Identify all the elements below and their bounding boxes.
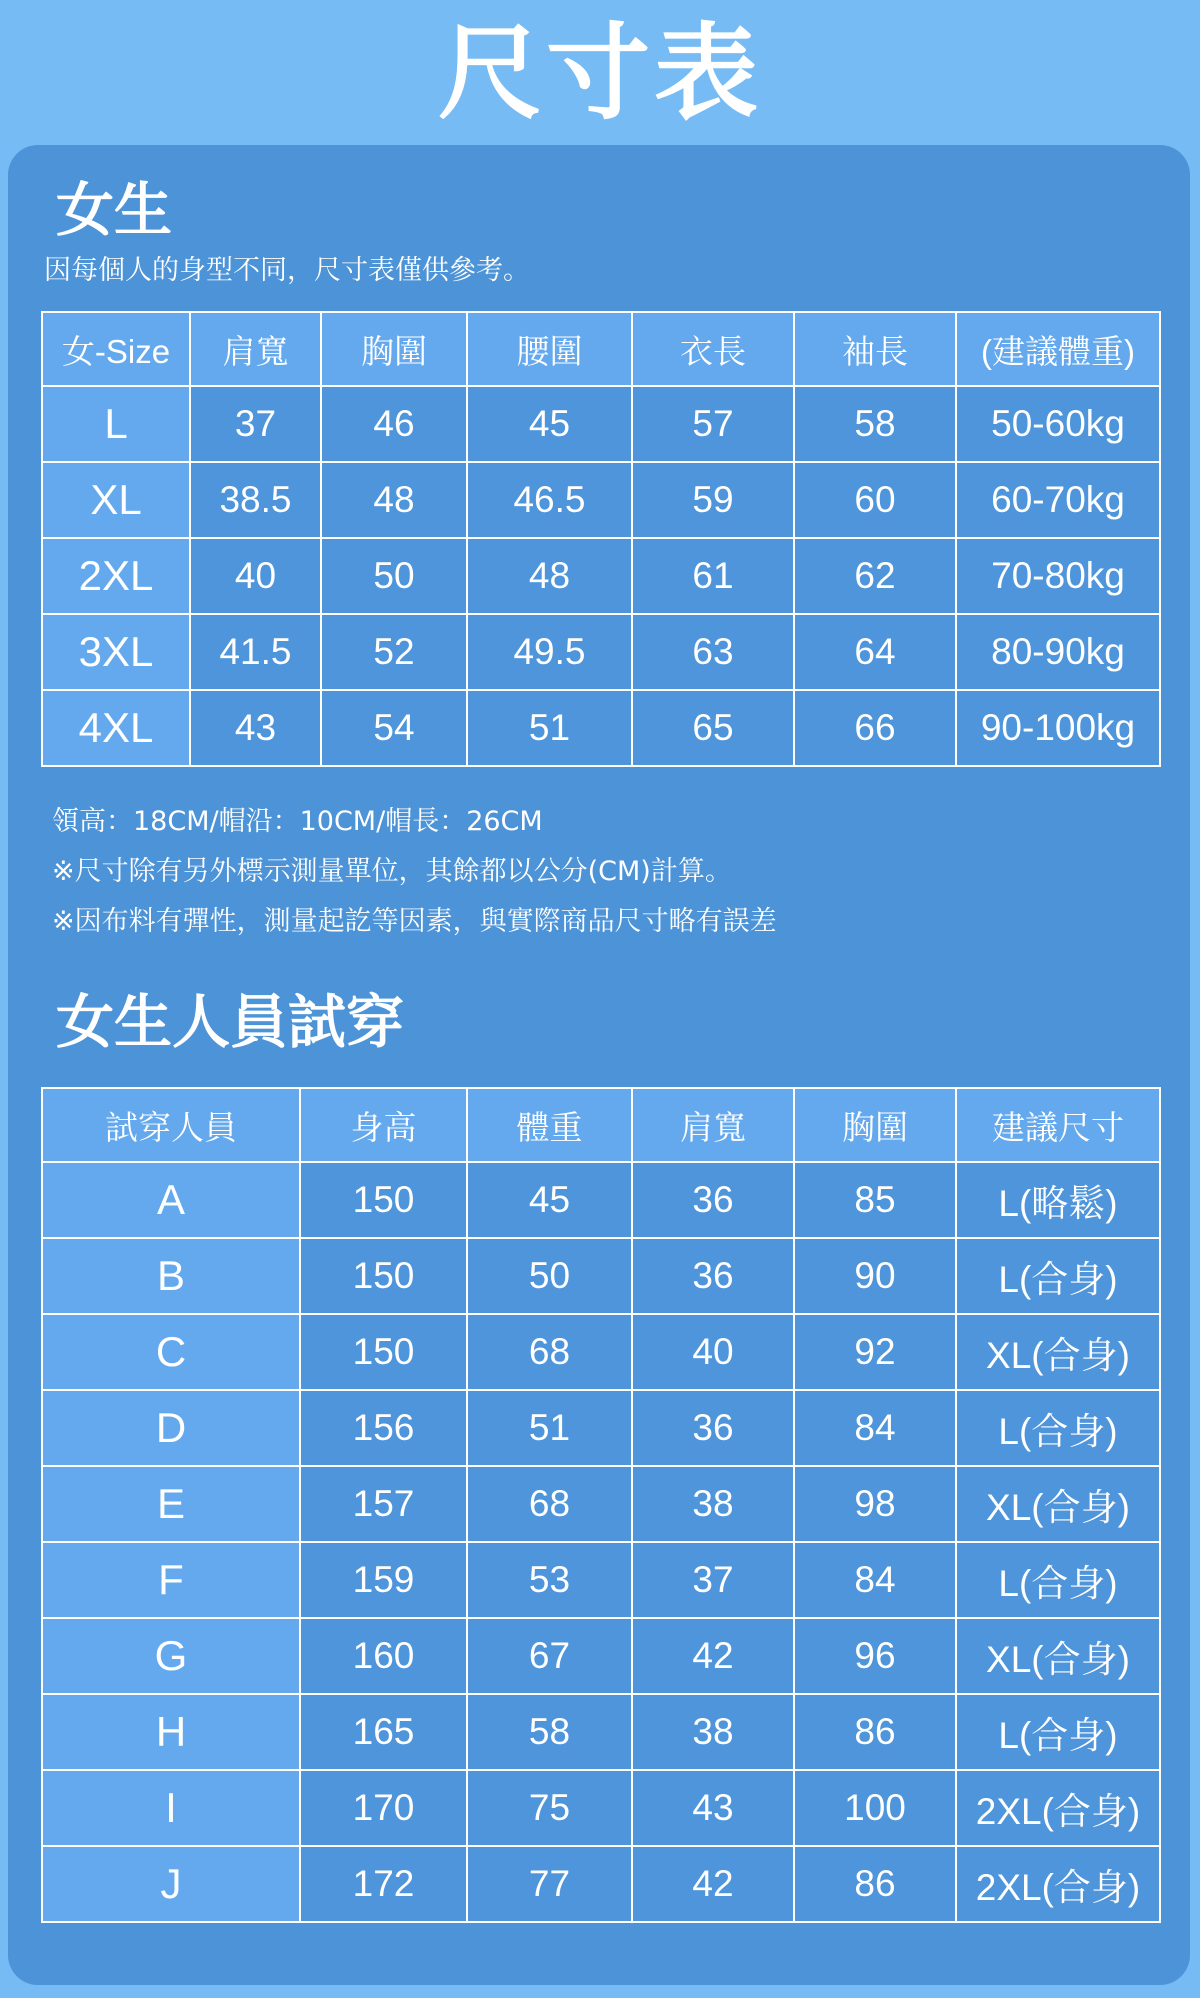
row-label: XL (42, 462, 190, 538)
table-cell: 38.5 (190, 462, 321, 538)
tryon-table-row (42, 1846, 1160, 1922)
column-header: 女-Size (42, 312, 190, 386)
table-cell: XL(合身) (956, 1314, 1160, 1390)
size-table (41, 311, 1161, 767)
tryon-table-row (42, 1162, 1160, 1238)
content-panel (8, 145, 1190, 1985)
tryon-table-row (42, 1770, 1160, 1846)
column-header: 試穿人員 (42, 1088, 300, 1162)
table-cell: 37 (190, 386, 321, 462)
table-cell: 77 (467, 1846, 632, 1922)
table-cell: 45 (467, 386, 632, 462)
tryon-table-row (42, 1390, 1160, 1466)
row-label: 2XL (42, 538, 190, 614)
row-label: 4XL (42, 690, 190, 766)
row-label: 3XL (42, 614, 190, 690)
column-header: 胸圍 (794, 1088, 956, 1162)
row-label: I (42, 1770, 300, 1846)
table-cell: 70-80kg (956, 538, 1160, 614)
table-cell: 80-90kg (956, 614, 1160, 690)
table-cell: XL(合身) (956, 1618, 1160, 1694)
row-label: G (42, 1618, 300, 1694)
table-cell: 68 (467, 1466, 632, 1542)
table-cell: 52 (321, 614, 467, 690)
table-cell: 84 (794, 1390, 956, 1466)
size-table-header (42, 312, 1160, 386)
table-cell: 68 (467, 1314, 632, 1390)
table-cell: 61 (632, 538, 794, 614)
table-cell: 98 (794, 1466, 956, 1542)
table-cell: 157 (300, 1466, 467, 1542)
table-cell: 54 (321, 690, 467, 766)
column-header: 衣長 (632, 312, 794, 386)
table-cell: L(合身) (956, 1694, 1160, 1770)
table-cell: 58 (794, 386, 956, 462)
table-cell: 41.5 (190, 614, 321, 690)
table-cell: 49.5 (467, 614, 632, 690)
table-cell: 42 (632, 1846, 794, 1922)
women-section-title: 女生 (56, 176, 173, 244)
women-section-subtitle: 因每個人的身型不同，尺寸表僅供參考。 (44, 255, 530, 286)
table-cell: 62 (794, 538, 956, 614)
table-cell: 60-70kg (956, 462, 1160, 538)
table-cell: L(略鬆) (956, 1162, 1160, 1238)
row-label: L (42, 386, 190, 462)
table-cell: 90 (794, 1238, 956, 1314)
tryon-section-title: 女生人員試穿 (56, 988, 405, 1056)
column-header: 肩寬 (632, 1088, 794, 1162)
column-header: 肩寬 (190, 312, 321, 386)
size-table-row (42, 690, 1160, 766)
table-cell: 64 (794, 614, 956, 690)
column-header: 胸圍 (321, 312, 467, 386)
table-cell: 150 (300, 1314, 467, 1390)
table-cell: 63 (632, 614, 794, 690)
row-label: H (42, 1694, 300, 1770)
table-cell: 40 (632, 1314, 794, 1390)
table-cell: L(合身) (956, 1542, 1160, 1618)
table-cell: 170 (300, 1770, 467, 1846)
row-label: A (42, 1162, 300, 1238)
column-header: 袖長 (794, 312, 956, 386)
row-label: J (42, 1846, 300, 1922)
table-cell: 53 (467, 1542, 632, 1618)
row-label: C (42, 1314, 300, 1390)
table-cell: 160 (300, 1618, 467, 1694)
table-cell: 100 (794, 1770, 956, 1846)
table-cell: 150 (300, 1238, 467, 1314)
table-cell: 67 (467, 1618, 632, 1694)
table-cell: 50 (321, 538, 467, 614)
table-cell: 36 (632, 1238, 794, 1314)
column-header: 腰圍 (467, 312, 632, 386)
table-cell: 96 (794, 1618, 956, 1694)
row-label: B (42, 1238, 300, 1314)
table-cell: 156 (300, 1390, 467, 1466)
table-cell: 2XL(合身) (956, 1846, 1160, 1922)
tryon-table-row (42, 1618, 1160, 1694)
column-header: 建議尺寸 (956, 1088, 1160, 1162)
table-cell: 42 (632, 1618, 794, 1694)
table-cell: 65 (632, 690, 794, 766)
tryon-table-row (42, 1314, 1160, 1390)
table-cell: 36 (632, 1390, 794, 1466)
table-cell: 45 (467, 1162, 632, 1238)
column-header: (建議體重) (956, 312, 1160, 386)
unit-note: ※尺寸除有另外標示測量單位，其餘都以公分(CM)計算。 (52, 856, 732, 887)
table-cell: 50 (467, 1238, 632, 1314)
row-label: F (42, 1542, 300, 1618)
column-header: 體重 (467, 1088, 632, 1162)
table-cell: XL(合身) (956, 1466, 1160, 1542)
table-cell: 36 (632, 1162, 794, 1238)
table-cell: 51 (467, 690, 632, 766)
table-cell: 92 (794, 1314, 956, 1390)
table-cell: 85 (794, 1162, 956, 1238)
table-cell: 86 (794, 1694, 956, 1770)
table-cell: 37 (632, 1542, 794, 1618)
tryon-table-row (42, 1466, 1160, 1542)
table-cell: 84 (794, 1542, 956, 1618)
tryon-table-header (42, 1088, 1160, 1162)
table-cell: 150 (300, 1162, 467, 1238)
table-cell: 46 (321, 386, 467, 462)
size-table-row (42, 386, 1160, 462)
size-table-row (42, 538, 1160, 614)
tryon-table-row (42, 1238, 1160, 1314)
size-table-row (42, 614, 1160, 690)
tryon-table-row (42, 1542, 1160, 1618)
table-cell: 66 (794, 690, 956, 766)
table-cell: 90-100kg (956, 690, 1160, 766)
table-cell: 159 (300, 1542, 467, 1618)
page-title: 尺寸表 (437, 12, 762, 134)
table-cell: 60 (794, 462, 956, 538)
table-cell: 75 (467, 1770, 632, 1846)
table-cell: 2XL(合身) (956, 1770, 1160, 1846)
table-cell: L(合身) (956, 1390, 1160, 1466)
tryon-table (41, 1087, 1161, 1923)
table-cell: 40 (190, 538, 321, 614)
table-cell: 50-60kg (956, 386, 1160, 462)
table-cell: 46.5 (467, 462, 632, 538)
table-cell: L(合身) (956, 1238, 1160, 1314)
table-cell: 43 (632, 1770, 794, 1846)
table-cell: 38 (632, 1694, 794, 1770)
table-cell: 43 (190, 690, 321, 766)
table-cell: 165 (300, 1694, 467, 1770)
table-cell: 86 (794, 1846, 956, 1922)
tolerance-note: ※因布料有彈性，測量起訖等因素，與實際商品尺寸略有誤差 (52, 906, 777, 937)
table-cell: 59 (632, 462, 794, 538)
table-cell: 58 (467, 1694, 632, 1770)
collar-hood-note: 領高：18CM/帽沿：10CM/帽長：26CM (52, 806, 543, 837)
table-cell: 172 (300, 1846, 467, 1922)
table-cell: 57 (632, 386, 794, 462)
table-cell: 38 (632, 1466, 794, 1542)
tryon-table-row (42, 1694, 1160, 1770)
table-cell: 51 (467, 1390, 632, 1466)
table-cell: 48 (467, 538, 632, 614)
column-header: 身高 (300, 1088, 467, 1162)
size-table-row (42, 462, 1160, 538)
row-label: E (42, 1466, 300, 1542)
row-label: D (42, 1390, 300, 1466)
table-cell: 48 (321, 462, 467, 538)
